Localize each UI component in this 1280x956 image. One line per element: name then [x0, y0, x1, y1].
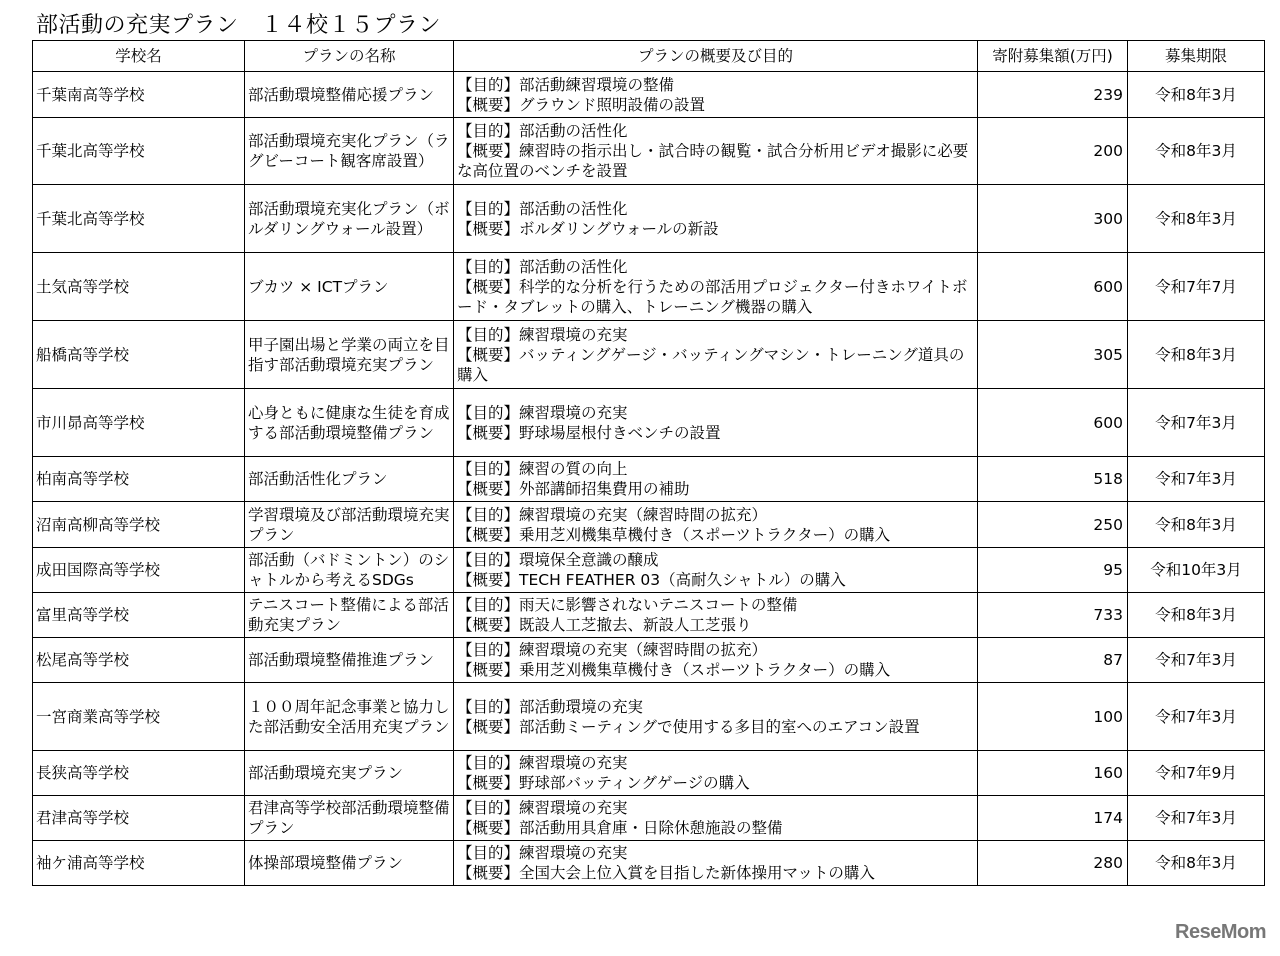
school-name: 袖ケ浦高等学校 [36, 854, 145, 872]
amount-value: 600 [1093, 277, 1123, 296]
amount-cell [978, 185, 1128, 253]
period-value: 令和7年3月 [1155, 707, 1237, 726]
header-plan: プランの名称 [245, 41, 454, 72]
overview-text: 【概要】グラウンド照明設備の設置 [457, 95, 706, 114]
amount-cell [978, 253, 1128, 321]
plan-name: 部活動活性化プラン [248, 470, 388, 488]
plan-name-cell [245, 389, 454, 457]
plan-name: 部活動環境整備推進プラン [248, 651, 435, 669]
plan-name: 甲子園出場と学業の両立を目指す部活動環境充実プラン [248, 335, 450, 374]
school-name-cell [33, 796, 245, 841]
school-name: 千葉北高等学校 [36, 142, 145, 160]
plan-name-cell [245, 457, 454, 502]
plan-name: 部活動環境充実プラン [248, 764, 404, 782]
plan-name-cell [245, 796, 454, 841]
overview-text: 【概要】全国大会上位入賞を目指した新体操用マットの購入 [457, 864, 875, 882]
table-row [33, 548, 1265, 593]
plan-name: 君津高等学校部活動環境整備プラン [248, 799, 450, 837]
table-row [33, 185, 1265, 253]
amount-cell [978, 502, 1128, 548]
purpose-text: 【目的】部活動の活性化 [457, 122, 628, 140]
description-cell [454, 321, 978, 389]
plan-name-cell [245, 72, 454, 118]
amount-value: 160 [1093, 764, 1123, 782]
purpose-text: 【目的】練習環境の充実（練習時間の拡充） [457, 641, 768, 659]
description-cell [454, 796, 978, 841]
resemom-logo: ReseMom [1175, 921, 1266, 943]
header-period: 募集期限 [1128, 41, 1265, 72]
period-value: 令和7年3月 [1155, 413, 1237, 432]
plan-name: 部活動（バドミントン）のシャトルから考えるSDGs [248, 551, 450, 589]
period-cell [1128, 321, 1265, 389]
table-row [33, 389, 1265, 457]
amount-cell [978, 751, 1128, 796]
school-name-cell [33, 841, 245, 886]
amount-value: 305 [1093, 345, 1123, 364]
period-cell [1128, 502, 1265, 548]
period-cell [1128, 751, 1265, 796]
amount-cell [978, 72, 1128, 118]
school-name: 富里高等学校 [36, 606, 130, 624]
overview-text: 【概要】TECH FEATHER 03（高耐久シャトル）の購入 [457, 571, 846, 589]
school-name-cell [33, 683, 245, 751]
period-value: 令和7年3月 [1155, 651, 1237, 669]
description-cell [454, 683, 978, 751]
school-name-cell [33, 72, 245, 118]
school-name-cell [33, 638, 245, 683]
school-name: 柏南高等学校 [36, 470, 130, 488]
description-cell [454, 185, 978, 253]
amount-value: 87 [1103, 651, 1123, 669]
period-cell [1128, 683, 1265, 751]
period-cell [1128, 389, 1265, 457]
purpose-text: 【目的】練習環境の充実（練習時間の拡充） [457, 505, 768, 524]
purpose-text: 【目的】練習環境の充実 [457, 325, 628, 344]
period-cell [1128, 118, 1265, 185]
overview-text: 【概要】野球場屋根付きベンチの設置 [457, 423, 721, 442]
description-cell [454, 72, 978, 118]
amount-value: 280 [1093, 854, 1123, 872]
plan-name-cell [245, 638, 454, 683]
overview-text: 【概要】科学的な分析を行うための部活用プロジェクター付きホワイトボード・タブレットの購入、トレーニング機器の購入 [457, 277, 968, 316]
school-name-cell [33, 321, 245, 389]
table-row [33, 118, 1265, 185]
overview-text: 【概要】乗用芝刈機集草機付き（スポーツトラクター）の購入 [457, 525, 891, 544]
period-value: 令和8年3月 [1155, 606, 1237, 624]
amount-value: 239 [1093, 85, 1123, 104]
plan-name-cell [245, 751, 454, 796]
amount-cell [978, 638, 1128, 683]
purpose-text: 【目的】部活動練習環境の整備 [457, 75, 675, 94]
period-value: 令和8年3月 [1155, 142, 1237, 160]
overview-text: 【概要】野球部バッティングゲージの購入 [457, 774, 750, 792]
school-name-cell [33, 118, 245, 185]
header-amount: 寄附募集額(万円) [978, 41, 1128, 72]
amount-value: 200 [1093, 142, 1123, 160]
amount-cell [978, 389, 1128, 457]
period-cell [1128, 253, 1265, 321]
school-name-cell [33, 593, 245, 638]
period-cell [1128, 796, 1265, 841]
page-title: 部活動の充実プラン １４校１５プラン [36, 13, 442, 38]
plan-name: 体操部環境整備プラン [248, 854, 404, 872]
overview-text: 【概要】外部講師招集費用の補助 [457, 480, 690, 498]
overview-text: 【概要】練習時の指示出し・試合時の観覧・試合分析用ビデオ撮影に必要な高位置のベンチを設置 [457, 142, 969, 180]
period-cell [1128, 457, 1265, 502]
period-cell [1128, 593, 1265, 638]
description-cell [454, 253, 978, 321]
description-cell [454, 841, 978, 886]
header-school: 学校名 [33, 41, 245, 72]
table-row [33, 841, 1265, 886]
school-name: 千葉北高等学校 [36, 209, 145, 228]
overview-text: 【概要】バッティングゲージ・バッティングマシン・トレーニング道具の購入 [457, 345, 965, 384]
header-description: プランの概要及び目的 [454, 41, 978, 72]
amount-cell [978, 548, 1128, 593]
school-name: 船橋高等学校 [36, 345, 130, 364]
overview-text: 【概要】乗用芝刈機集草機付き（スポーツトラクター）の購入 [457, 661, 891, 679]
school-name: 成田国際高等学校 [36, 561, 161, 579]
table-row [33, 457, 1265, 502]
amount-cell [978, 321, 1128, 389]
school-name-cell [33, 185, 245, 253]
plan-name-cell [245, 253, 454, 321]
purpose-text: 【目的】練習環境の充実 [457, 844, 628, 862]
period-cell [1128, 185, 1265, 253]
period-value: 令和7年9月 [1155, 764, 1237, 782]
purpose-text: 【目的】雨天に影響されないテニスコートの整備 [457, 596, 798, 614]
plan-name-cell [245, 683, 454, 751]
table-body [33, 72, 1265, 886]
purpose-text: 【目的】部活動の活性化 [457, 257, 628, 276]
period-value: 令和10年3月 [1150, 561, 1242, 579]
period-value: 令和7年7月 [1155, 277, 1237, 296]
table-row [33, 72, 1265, 118]
amount-cell [978, 457, 1128, 502]
plan-name-cell [245, 118, 454, 185]
plan-name: テニスコート整備による部活動充実プラン [248, 596, 449, 634]
school-name-cell [33, 253, 245, 321]
amount-cell [978, 593, 1128, 638]
plan-name-cell [245, 185, 454, 253]
overview-text: 【概要】部活動用具倉庫・日除休憩施設の整備 [457, 819, 783, 837]
purpose-text: 【目的】練習環境の充実 [457, 403, 628, 422]
table-header-row [33, 41, 1265, 72]
overview-text: 【概要】部活動ミーティングで使用する多目的室へのエアコン設置 [457, 717, 920, 736]
purpose-text: 【目的】練習環境の充実 [457, 799, 628, 817]
plan-name: 心身ともに健康な生徒を育成する部活動環境整備プラン [248, 403, 450, 442]
school-name-cell [33, 457, 245, 502]
amount-value: 300 [1093, 209, 1123, 228]
period-value: 令和8年3月 [1155, 209, 1237, 228]
table-row [33, 502, 1265, 548]
period-value: 令和8年3月 [1155, 85, 1237, 104]
school-name: 土気高等学校 [36, 277, 130, 296]
description-cell [454, 389, 978, 457]
school-name-cell [33, 548, 245, 593]
plan-name: 部活動環境充実化プラン（ボルダリングウォール設置） [248, 199, 450, 238]
purpose-text: 【目的】環境保全意識の醸成 [457, 551, 659, 569]
amount-value: 174 [1093, 809, 1123, 827]
table-row [33, 321, 1265, 389]
plan-name: 部活動環境充実化プラン（ラグビーコート観客席設置） [248, 132, 450, 170]
plan-name: ブカツ × ICTプラン [248, 277, 389, 296]
school-name: 千葉南高等学校 [36, 85, 145, 104]
amount-value: 95 [1103, 561, 1123, 579]
purpose-text: 【目的】部活動環境の充実 [457, 697, 644, 716]
period-value: 令和8年3月 [1155, 515, 1237, 534]
amount-value: 250 [1093, 515, 1123, 534]
school-name: 一宮商業高等学校 [36, 707, 161, 726]
plan-name: 学習環境及び部活動環境充実プラン [248, 505, 450, 544]
amount-cell [978, 841, 1128, 886]
period-cell [1128, 548, 1265, 593]
description-cell [454, 457, 978, 502]
amount-value: 100 [1093, 707, 1123, 726]
table-row [33, 253, 1265, 321]
plan-name: １００周年記念事業と協力した部活動安全活用充実プラン [248, 697, 450, 736]
school-name: 君津高等学校 [36, 809, 130, 827]
description-cell [454, 593, 978, 638]
purpose-text: 【目的】練習の質の向上 [457, 460, 628, 478]
school-name: 長狭高等学校 [36, 764, 130, 782]
school-name: 松尾高等学校 [36, 651, 130, 669]
overview-text: 【概要】ボルダリングウォールの新設 [457, 219, 719, 238]
amount-value: 733 [1093, 606, 1123, 624]
period-value: 令和8年3月 [1155, 345, 1237, 364]
description-cell [454, 118, 978, 185]
amount-cell [978, 118, 1128, 185]
table-row [33, 638, 1265, 683]
purpose-text: 【目的】練習環境の充実 [457, 754, 628, 772]
period-value: 令和7年3月 [1155, 809, 1237, 827]
plan-name-cell [245, 841, 454, 886]
period-cell [1128, 841, 1265, 886]
plan-name-cell [245, 593, 454, 638]
description-cell [454, 502, 978, 548]
period-cell [1128, 72, 1265, 118]
table-row [33, 683, 1265, 751]
school-name-cell [33, 389, 245, 457]
amount-value: 518 [1093, 470, 1123, 488]
plan-name: 部活動環境整備応援プラン [248, 85, 435, 104]
school-name: 市川昴高等学校 [36, 413, 145, 432]
period-value: 令和7年3月 [1155, 470, 1237, 488]
plan-name-cell [245, 502, 454, 548]
period-value: 令和8年3月 [1155, 854, 1237, 872]
table-row [33, 593, 1265, 638]
school-name-cell [33, 751, 245, 796]
school-name-cell [33, 502, 245, 548]
table-row [33, 796, 1265, 841]
description-cell [454, 638, 978, 683]
school-name: 沼南高柳高等学校 [36, 515, 161, 534]
purpose-text: 【目的】部活動の活性化 [457, 199, 628, 218]
amount-value: 600 [1093, 413, 1123, 432]
plan-name-cell [245, 548, 454, 593]
plans-table [32, 40, 1265, 886]
description-cell [454, 751, 978, 796]
table-row [33, 751, 1265, 796]
description-cell [454, 548, 978, 593]
plan-name-cell [245, 321, 454, 389]
amount-cell [978, 683, 1128, 751]
overview-text: 【概要】既設人工芝撤去、新設人工芝張り [457, 616, 752, 634]
amount-cell [978, 796, 1128, 841]
period-cell [1128, 638, 1265, 683]
